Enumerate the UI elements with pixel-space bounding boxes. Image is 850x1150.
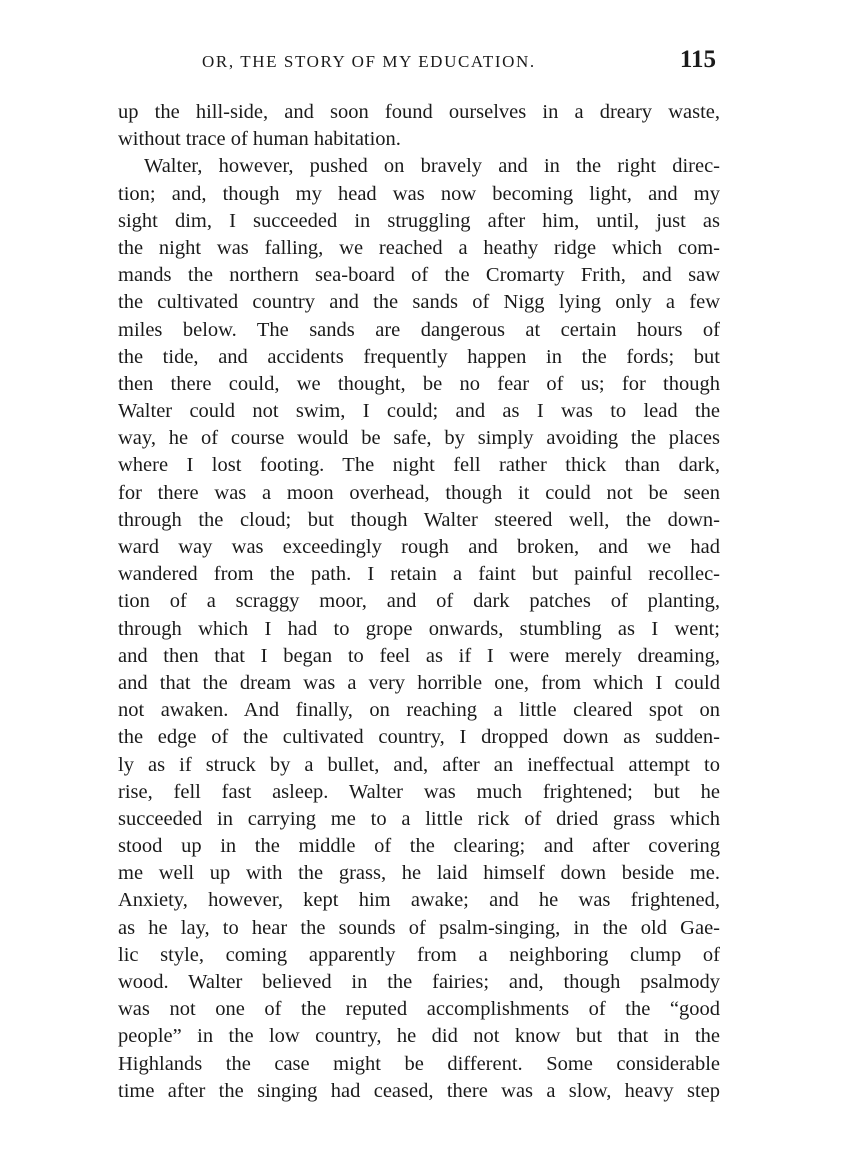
running-head: OR, THE STORY OF MY EDUCATION. bbox=[202, 52, 536, 71]
text-line: for there was a moon overhead, though it could not be seen bbox=[118, 481, 720, 504]
text-line: sight dim, I succeeded in struggling after him, until, just as bbox=[118, 209, 720, 232]
text-line: was not one of the reputed accomplishments of the “good bbox=[118, 998, 720, 1021]
text-line: time after the singing had ceased, there was a slow, heavy step bbox=[118, 1079, 720, 1102]
text-line: ward way was exceedingly rough and broken, and we had bbox=[118, 536, 720, 558]
text-line: mands the northern sea-board of the Cromarty Frith, and saw bbox=[118, 264, 720, 287]
text-line: then there could, we thought, be no fear of us; for though bbox=[118, 372, 720, 395]
text-line: the edge of the cultivated country, I dropped down as sudden- bbox=[118, 726, 720, 749]
text-line: wood. Walter believed in the fairies; and, though psalmody bbox=[118, 971, 720, 993]
text-line: rise, fell fast asleep. Walter was much frightened; but he bbox=[118, 780, 720, 803]
page-number: 115 bbox=[679, 46, 716, 73]
text-line: and that the dream was a very horrible one, from which I could bbox=[118, 671, 720, 694]
text-line: lic style, coming apparently from a neighboring clump of bbox=[118, 943, 720, 966]
text-line: up the hill-side, and soon found ourselves in a dreary waste, bbox=[118, 101, 720, 123]
text-line: wandered from the path. I retain a faint but painful recollec- bbox=[118, 563, 720, 586]
text-line: stood up in the middle of the clearing; and after covering bbox=[118, 835, 720, 858]
text-line: through which I had to grope onwards, stumbling as I went; bbox=[118, 617, 720, 640]
text-line: tion; and, though my head was now becoming light, and my bbox=[118, 182, 720, 205]
text-line: people” in the low country, he did not know but that in the bbox=[118, 1025, 720, 1048]
text-line: me well up with the grass, he laid himself down beside me. bbox=[118, 862, 720, 885]
text-line: Walter could not swim, I could; and as I was to lead the bbox=[118, 400, 720, 423]
text-line: succeeded in carrying me to a little rick of dried grass which bbox=[118, 807, 720, 830]
text-line: the tide, and accidents frequently happen in the fords; but bbox=[118, 345, 720, 368]
text-line: where I lost footing. The night fell rather thick than dark, bbox=[118, 454, 720, 477]
text-line: ly as if struck by a bullet, and, after an ineffectual attempt to bbox=[118, 753, 720, 776]
text-line: the cultivated country and the sands of Nigg lying only a few bbox=[118, 291, 720, 314]
text-line: Walter, however, pushed on bravely and in the right direc- bbox=[144, 155, 720, 178]
text-line: tion of a scraggy moor, and of dark patches of planting, bbox=[118, 590, 720, 613]
text-line: through the cloud; but though Walter steered well, the down- bbox=[118, 508, 720, 531]
text-line: way, he of course would be safe, by simply avoiding the places bbox=[118, 427, 720, 450]
text-line: the night was falling, we reached a heathy ridge which com- bbox=[118, 236, 720, 259]
text-line: and then that I began to feel as if I were merely dreaming, bbox=[118, 644, 720, 667]
text-line: as he lay, to hear the sounds of psalm-singing, in the old Gae- bbox=[118, 916, 720, 939]
text-line: Anxiety, however, kept him awake; and he was frightened, bbox=[118, 889, 720, 912]
text-line: without trace of human habitation. bbox=[118, 128, 401, 151]
text-line: Highlands the case might be different. Some considerable bbox=[118, 1052, 720, 1075]
body-text bbox=[118, 99, 720, 1105]
text-line: not awaken. And finally, on reaching a little cleared spot on bbox=[118, 699, 720, 722]
page-header bbox=[118, 46, 720, 80]
text-line: miles below. The sands are dangerous at certain hours of bbox=[118, 318, 720, 341]
